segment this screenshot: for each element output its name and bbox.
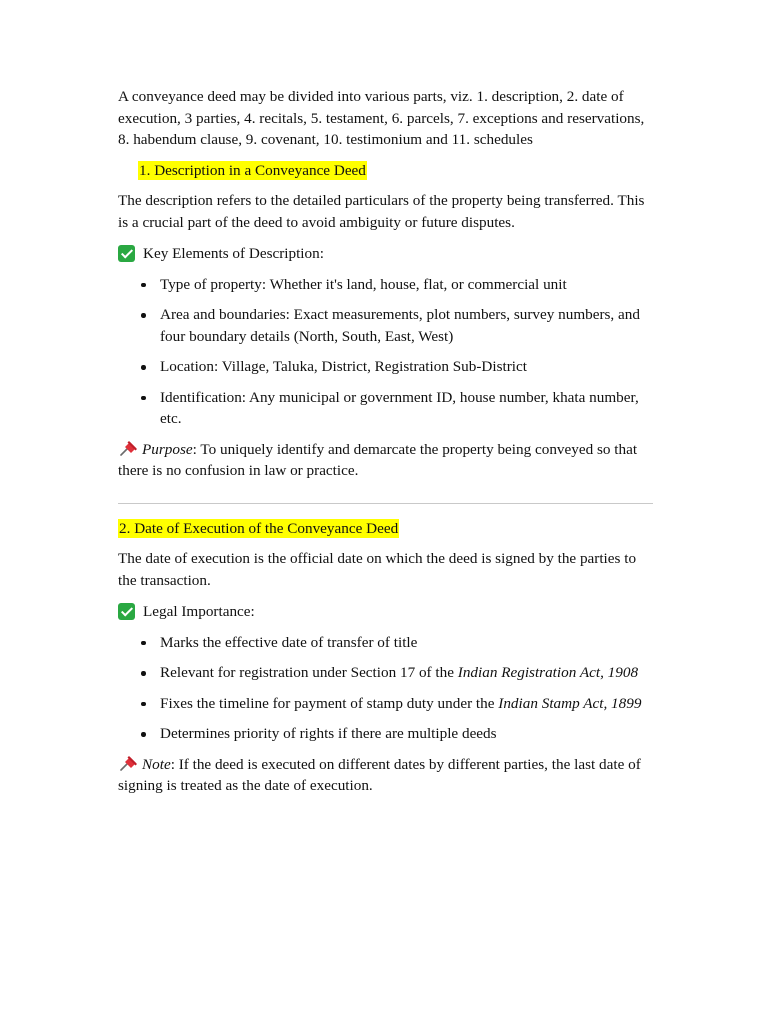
list-item: [160, 693, 653, 715]
legal-importance-row: [118, 601, 653, 623]
list-item: Determines priority of rights if there are multiple deeds: [160, 723, 653, 745]
check-mark-icon: [118, 245, 135, 262]
list-item: Area and boundaries: Exact measurements, plot numbers, survey numbers, and four boundary details (North, South, East, West): [160, 304, 653, 347]
list-item: Marks the effective date of transfer of title: [160, 632, 653, 654]
section-2-heading-row: [118, 518, 653, 540]
legal-importance-list: [118, 632, 653, 745]
section-2-description: The date of execution is the official date on which the deed is signed by the parties to the transaction.: [118, 550, 637, 589]
section-1-heading-row: [118, 160, 653, 182]
list-item: Identification: Any municipal or government ID, house number, khata number, etc.: [160, 387, 653, 430]
list-item: Location: Village, Taluka, District, Registration Sub-District: [160, 356, 653, 378]
note-label: Note: [142, 755, 171, 773]
check-mark-icon: [118, 603, 135, 620]
list-item: Type of property: Whether it's land, house, flat, or commercial unit: [160, 274, 653, 296]
note-text: : If the deed is executed on different dates by different parties, the last date of signing is treated as the date of execution.: [118, 755, 641, 794]
intro-paragraph: A conveyance deed may be divided into various parts, viz. 1. description, 2. date of execution, 3 parties, 4. recitals, 5. testament, 6. parcels, 7. exceptions and reservations, 8. habendum clause, 9. covenant, 10. testimonium and 11. schedules: [118, 88, 645, 148]
act-name: Indian Registration Act, 1908: [457, 664, 639, 681]
purpose-paragraph: [118, 439, 653, 482]
section-divider: [118, 503, 653, 504]
section-1-description: The description refers to the detailed particulars of the property being transferred. This is a crucial part of the deed to avoid ambiguity or future disputes.: [118, 192, 645, 231]
list-item-text: Fixes the timeline for payment of stamp duty under the: [160, 694, 499, 712]
purpose-label: Purpose: [142, 440, 193, 458]
legal-importance-label: Legal Importance:: [143, 603, 255, 620]
section-2-heading: 2. Date of Execution of the Conveyance Deed: [119, 519, 399, 537]
note-paragraph: [118, 754, 653, 797]
document-content: [118, 86, 653, 807]
list-item: [160, 662, 653, 684]
list-item-text: Relevant for registration under Section 17 of the: [160, 664, 458, 681]
section-1-heading: 1. Description in a Conveyance Deed: [139, 161, 366, 179]
act-name: Indian Stamp Act, 1899: [498, 694, 642, 712]
pushpin-icon: [118, 755, 138, 771]
pushpin-icon: [118, 440, 138, 456]
key-elements-label: Key Elements of Description:: [143, 245, 324, 262]
key-elements-row: [118, 243, 653, 265]
key-elements-list: [118, 274, 653, 430]
purpose-text: : To uniquely identify and demarcate the property being conveyed so that there is no confusion in law or practice.: [118, 440, 638, 479]
